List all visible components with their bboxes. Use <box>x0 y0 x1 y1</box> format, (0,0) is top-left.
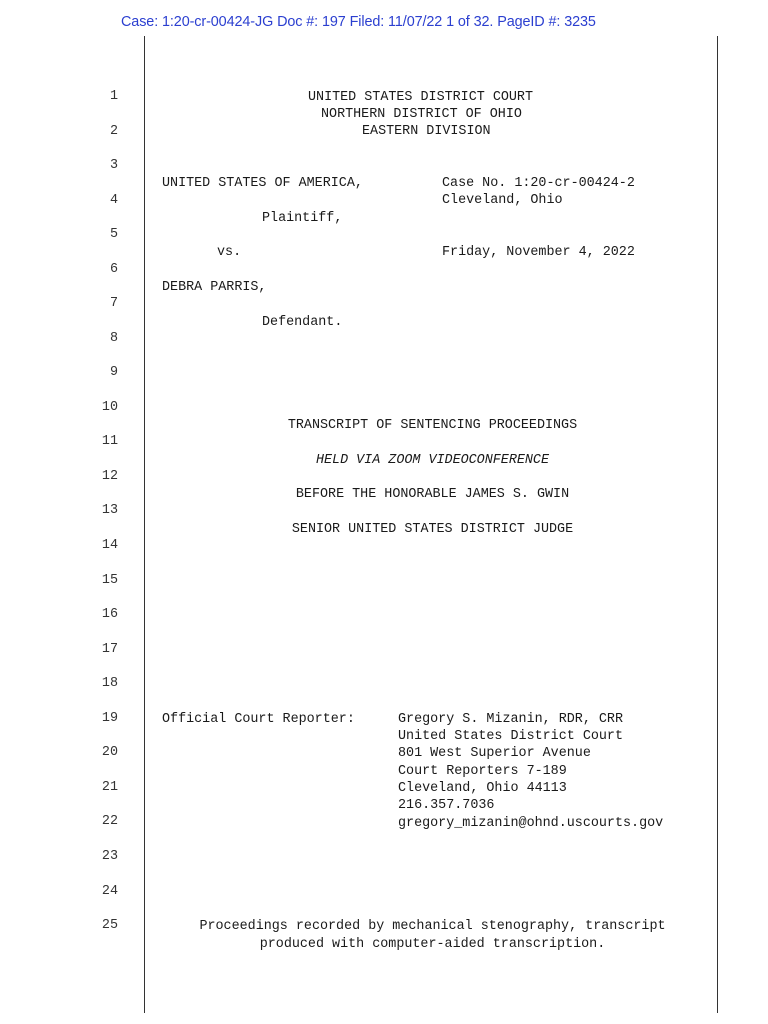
left-margin-rule <box>144 36 145 1013</box>
court-name: UNITED STATES DISTRICT COURT <box>308 90 533 105</box>
reporter-city: Cleveland, Ohio 44113 <box>398 781 567 796</box>
line-number: 25 <box>101 918 118 933</box>
defendant-role: Defendant. <box>262 315 343 330</box>
line-number: 19 <box>101 711 118 726</box>
versus-label: vs. <box>217 245 242 260</box>
plaintiff-role: Plaintiff, <box>262 211 343 226</box>
line-number: 12 <box>101 469 118 484</box>
court-division: EASTERN DIVISION <box>362 124 491 139</box>
line-number: 7 <box>109 296 118 311</box>
case-header: Case: 1:20-cr-00424-JG Doc #: 197 Filed: 11/07/22 1 of 32. PageID #: 3235 <box>121 14 596 30</box>
line-number: 9 <box>109 365 118 380</box>
before-judge-line: BEFORE THE HONORABLE JAMES S. GWIN <box>295 487 570 502</box>
line-number: 18 <box>101 676 118 691</box>
footer-line-2: produced with computer-aided transcription. <box>259 937 606 952</box>
line-number: 6 <box>109 262 118 277</box>
line-number: 21 <box>101 780 118 795</box>
plaintiff-name: UNITED STATES OF AMERICA, <box>162 176 363 191</box>
footer-line-1: Proceedings recorded by mechanical stenography, transcript <box>199 919 666 934</box>
defendant-name: DEBRA PARRIS, <box>162 280 267 295</box>
line-number: 1 <box>109 89 118 104</box>
line-number: 3 <box>109 158 118 173</box>
reporter-email: gregory_mizanin@ohnd.uscourts.gov <box>398 816 664 831</box>
judge-title: SENIOR UNITED STATES DISTRICT JUDGE <box>291 522 574 537</box>
line-number: 14 <box>101 538 118 553</box>
right-margin-rule <box>717 36 718 1013</box>
reporter-office: Court Reporters 7-189 <box>398 764 567 779</box>
reporter-name: Gregory S. Mizanin, RDR, CRR <box>398 712 623 727</box>
line-number: 23 <box>101 849 118 864</box>
line-number: 10 <box>101 400 118 415</box>
line-number: 15 <box>101 573 118 588</box>
reporter-court: United States District Court <box>398 729 623 744</box>
reporter-label: Official Court Reporter: <box>162 712 355 727</box>
line-number: 8 <box>109 331 118 346</box>
reporter-phone: 216.357.7036 <box>398 798 495 813</box>
case-number: Case No. 1:20-cr-00424-2 <box>442 176 635 191</box>
court-district: NORTHERN DISTRICT OF OHIO <box>321 107 522 122</box>
line-number: 5 <box>109 227 118 242</box>
line-number: 24 <box>101 884 118 899</box>
case-location: Cleveland, Ohio <box>442 193 563 208</box>
transcript-title: TRANSCRIPT OF SENTENCING PROCEEDINGS <box>287 418 578 433</box>
line-number: 2 <box>109 124 118 139</box>
line-number: 11 <box>101 434 118 449</box>
line-number: 4 <box>109 193 118 208</box>
line-number: 20 <box>101 745 118 760</box>
reporter-street: 801 West Superior Avenue <box>398 746 591 761</box>
line-number: 13 <box>101 503 118 518</box>
line-number: 17 <box>101 642 118 657</box>
line-number: 22 <box>101 814 118 829</box>
hearing-date: Friday, November 4, 2022 <box>442 245 635 260</box>
venue-line: HELD VIA ZOOM VIDEOCONFERENCE <box>315 453 550 468</box>
line-number: 16 <box>101 607 118 622</box>
